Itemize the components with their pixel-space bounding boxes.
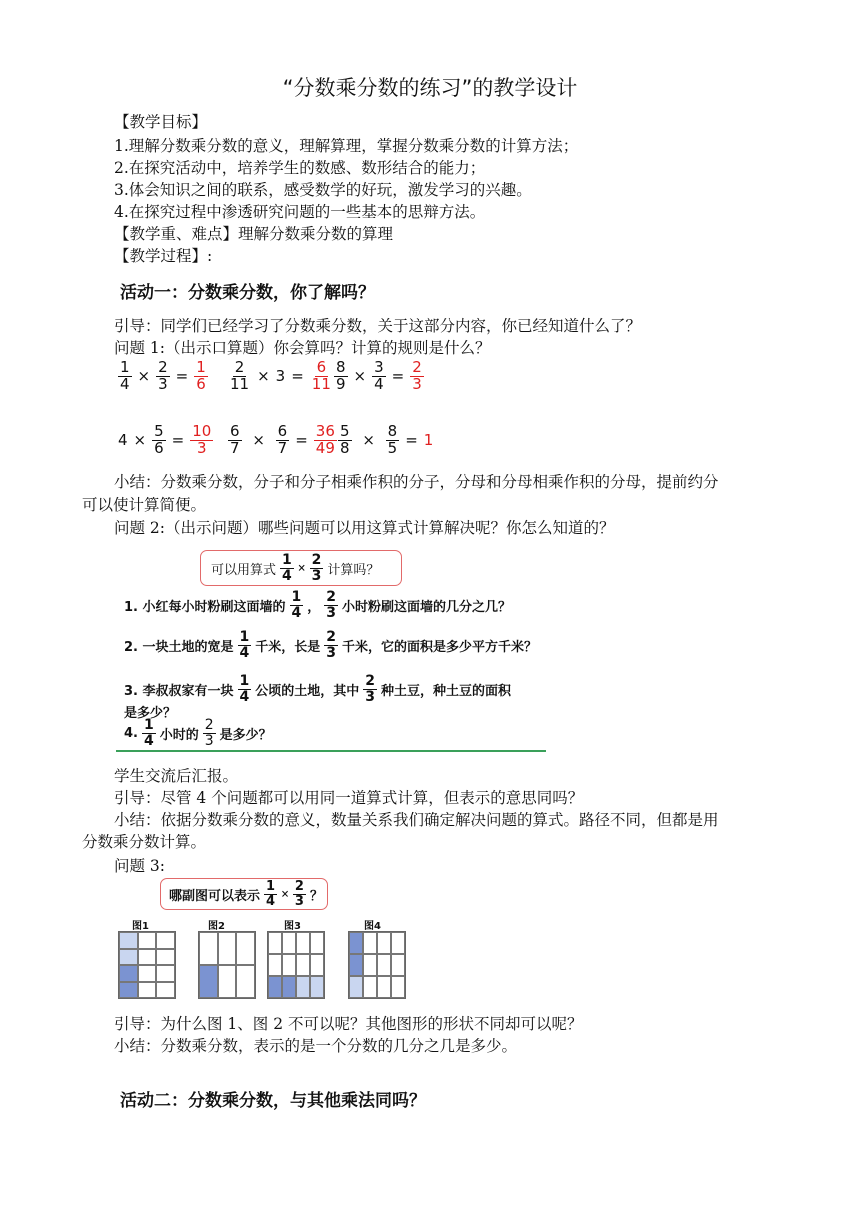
q3-formula-box: 哪副图可以表示 $\frac{1}{4}$ × $\frac{2}{3}$ ？ xyxy=(160,878,328,910)
q2-item-1: 1. 小红每小时粉刷这面墙的 $\frac{1}{4}$ ， $\frac{2}{3}$ 小时粉刷这面墙的几分之几？ xyxy=(124,589,512,621)
activity-1-heading: 活动一：分数乘分数，你了解吗？ xyxy=(120,283,375,303)
fraction: $\frac{6}{7}$ xyxy=(230,422,240,457)
figure-4-label: 图4 xyxy=(364,921,381,932)
q2-item-2: 2. 一块土地的宽是 $\frac{1}{4}$ 千米，长是 $\frac{2}{3}$ 千米，它的面积是多少平方千米？ xyxy=(124,629,538,661)
q2-item-3: 3. 李叔叔家有一块 $\frac{1}{4}$ 公顷的土地，其中 $\frac{2}{3}$ 种土豆，种土豆的面积 xyxy=(124,673,512,705)
figure-4-grid xyxy=(348,931,406,999)
fraction: $\frac{1}{4}$ xyxy=(120,358,130,393)
question-3: 问题 3: xyxy=(114,857,166,875)
report: 学生交流后汇报。 xyxy=(114,767,239,785)
guide-3: 引导：为什么图 1、图 2 不可以呢？其他图形的形状不同却可以呢？ xyxy=(114,1015,583,1033)
q2-item-4: 4. $\frac{1}{4}$ 小时的 $\frac{2}{3}$ 是多少？ xyxy=(124,717,272,749)
fraction: $\frac{5}{8}$ xyxy=(340,422,350,457)
answer-value: 1 xyxy=(423,431,434,450)
answer-fraction: $\frac{6}{11}$ xyxy=(311,358,331,393)
key-points: 【教学重、难点】理解分数乘分数的算理 xyxy=(114,225,394,243)
goals-heading: 【教学目标】 xyxy=(114,113,208,131)
q2-formula-box: 可以用算式 $\frac{1}{4}$ × $\frac{2}{3}$ 计算吗？ xyxy=(200,550,402,586)
answer-fraction: $\frac{2}{3}$ xyxy=(412,358,422,393)
answer-fraction: $\frac{36}{49}$ xyxy=(315,422,335,457)
fraction: $\frac{3}{4}$ xyxy=(374,358,384,393)
problem-2: $\frac{2}{11}$ × 3 = $\frac{6}{11}$ xyxy=(230,358,331,393)
problem-5: $\frac{6}{7}$ × $\frac{6}{7}$ = $\frac{36}{49}$ xyxy=(230,422,335,457)
divider-line xyxy=(116,750,546,752)
figure-2-label: 图2 xyxy=(208,921,225,932)
figure-3-label: 图3 xyxy=(284,921,301,932)
problem-4: 4 × $\frac{5}{6}$ = $\frac{10}{3}$ xyxy=(118,422,212,457)
summary-1-line-2: 可以使计算简便。 xyxy=(82,496,207,514)
summary-1-line-1: 小结：分数乘分数，分子和分子相乘作积的分子，分母和分母相乘作积的分母，提前约分 xyxy=(114,473,719,491)
page-title: “分数乘分数的练习”的教学设计 xyxy=(282,76,578,100)
goal-item-4: 4.在探究过程中渗透研究问题的一些基本的思辩方法。 xyxy=(114,203,486,221)
goal-item-2: 2.在探究活动中，培养学生的数感、数形结合的能力； xyxy=(114,159,486,177)
guide-2: 引导：尽管 4 个问题都可以用同一道算式计算，但表示的意思同吗？ xyxy=(114,789,584,807)
fraction: $\frac{8}{5}$ xyxy=(387,422,398,457)
fraction: $\frac{2}{11}$ xyxy=(230,358,250,393)
figure-3-grid xyxy=(267,931,325,999)
question-1: 问题 1:（出示口算题）你会算吗？计算的规则是什么？ xyxy=(114,339,491,357)
q2-item-3-line-2: 是多少？ xyxy=(124,706,177,721)
figure-2-grid xyxy=(198,931,256,999)
fraction: $\frac{5}{6}$ xyxy=(154,422,164,457)
guide-1: 引导：同学们已经学习了分数乘分数，关于这部分内容，你已经知道什么了？ xyxy=(114,317,642,335)
answer-fraction: $\frac{10}{3}$ xyxy=(192,422,212,457)
fraction: $\frac{8}{9}$ xyxy=(336,358,346,393)
figure-1-label: 图1 xyxy=(132,921,149,932)
summary-3: 小结：分数乘分数，表示的是一个分数的几分之几是多少。 xyxy=(114,1037,518,1055)
figure-1-grid xyxy=(118,931,176,999)
fraction: $\frac{6}{7}$ xyxy=(277,422,288,457)
goal-item-3: 3.体会知识之间的联系，感受数学的好玩，激发学习的兴趣。 xyxy=(114,181,532,199)
process-heading: 【教学过程】: xyxy=(114,247,213,265)
activity-2-heading: 活动二：分数乘分数，与其他乘法同吗？ xyxy=(120,1091,426,1111)
problem-3: $\frac{8}{9}$ × $\frac{3}{4}$ = $\frac{2}{3}$ xyxy=(336,358,422,393)
summary-2-line-2: 分数乘分数计算。 xyxy=(82,833,207,851)
fraction: $\frac{2}{3}$ xyxy=(158,358,168,393)
answer-fraction: $\frac{1}{6}$ xyxy=(196,358,206,393)
goal-item-1: 1.理解分数乘分数的意义，理解算理，掌握分数乘分数的计算方法； xyxy=(114,137,579,155)
problem-1: $\frac{1}{4}$ × $\frac{2}{3}$ = $\frac{1}{6}$ xyxy=(120,358,206,393)
problem-6: $\frac{5}{8}$ × $\frac{8}{5}$ = 1 xyxy=(340,422,434,457)
summary-2-line-1: 小结：依据分数乘分数的意义，数量关系我们确定解决问题的算式。路径不同，但都是用 xyxy=(114,811,719,829)
question-2: 问题 2:（出示问题）哪些问题可以用这算式计算解决呢？你怎么知道的？ xyxy=(114,519,615,537)
